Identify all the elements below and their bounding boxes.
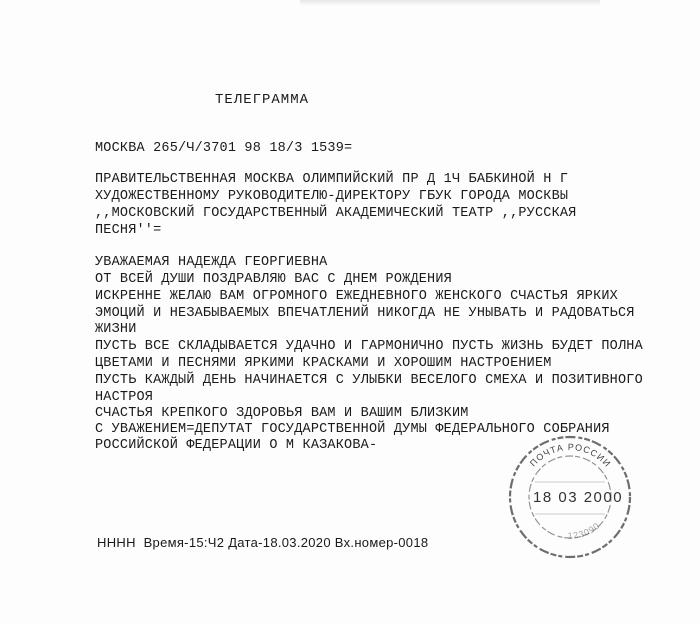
address-line-3: ,,МОСКОВСКИЙ ГОСУДАРСТВЕННЫЙ АКАДЕМИЧЕСКИЙ ТЕАТР ,,РУССКАЯ xyxy=(95,206,577,221)
body-line-10: СЧАСТЬЯ КРЕПКОГО ЗДОРОВЬЯ ВАМ И ВАШИМ БЛИЗКИМ xyxy=(95,406,469,421)
address-line-1: ПРАВИТЕЛЬСТВЕННАЯ МОСКВА ОЛИМПИЙСКИЙ ПР Д 1Ч БАБКИНОЙ Н Г xyxy=(95,172,569,187)
footer-line: НННН Время-15:Ч2 Дата-18.03.2020 Вх.номер-0018 xyxy=(97,535,429,550)
address-line-4: ПЕСНЯ''= xyxy=(95,223,162,238)
body-line-12: РОССИЙСКОЙ ФЕДЕРАЦИИ О М КАЗАКОВА- xyxy=(95,438,378,453)
body-line-2: ОТ ВСЕЙ ДУШИ ПОЗДРАВЛЯЮ ВАС С ДНЕМ РОЖДЕНИЯ xyxy=(95,272,452,287)
body-line-5: ЖИЗНИ xyxy=(95,322,137,337)
body-line-1: УВАЖАЕМАЯ НАДЕЖДА ГЕОРГИЕВНА xyxy=(95,255,328,270)
body-line-3: ИСКРЕННЕ ЖЕЛАЮ ВАМ ОГРОМНОГО ЕЖЕДНЕВНОГО ЖЕНСКОГО СЧАСТЬЯ ЯРКИХ xyxy=(95,289,618,304)
svg-text:123090 xyxy=(567,520,601,540)
body-line-6: ПУСТЬ ВСЕ СКЛАДЫВАЕТСЯ УДАЧНО И ГАРМОНИЧНО ПУСТЬ ЖИЗНЬ БУДЕТ ПОЛНА xyxy=(95,339,643,354)
header-line: МОСКВА 265/Ч/3701 98 18/3 1539= xyxy=(95,141,353,156)
stamp-date: 18 03 2000 xyxy=(533,489,624,506)
stamp-bottom-text: 123090 xyxy=(567,520,602,541)
body-line-11: С УВАЖЕНИЕМ=ДЕПУТАТ ГОСУДАРСТВЕННОЙ ДУМЫ ФЕДЕРАЛЬНОГО СОБРАНИЯ xyxy=(95,422,610,437)
scan-edge xyxy=(300,0,600,6)
address-line-2: ХУДОЖЕСТВЕННОМУ РУКОВОДИТЕЛЮ-ДИРЕКТОРУ ГБУК ГОРОДА МОСКВЫ xyxy=(95,189,569,204)
stamp-ring-text: ПОЧТА РОССИИ xyxy=(527,441,613,470)
body-line-9: НАСТРОЯ xyxy=(95,390,154,405)
telegram-title: ТЕЛЕГРАММА xyxy=(215,92,310,108)
body-line-7: ЦВЕТАМИ И ПЕСНЯМИ ЯРКИМИ КРАСКАМИ И ХОРОШИМ НАСТРОЕНИЕМ xyxy=(95,356,552,371)
body-line-8: ПУСТЬ КАЖДЫЙ ДЕНЬ НАЧИНАЕТСЯ С УЛЫБКИ ВЕСЕЛОГО СМЕХА И ПОЗИТИВНОГО xyxy=(95,373,643,388)
body-line-4: ЭМОЦИЙ И НЕЗАБЫВАЕМЫХ ВПЕЧАТЛЕНИЙ НИКОГДА НЕ УНЫВАТЬ И РАДОВАТЬСЯ xyxy=(95,306,635,321)
